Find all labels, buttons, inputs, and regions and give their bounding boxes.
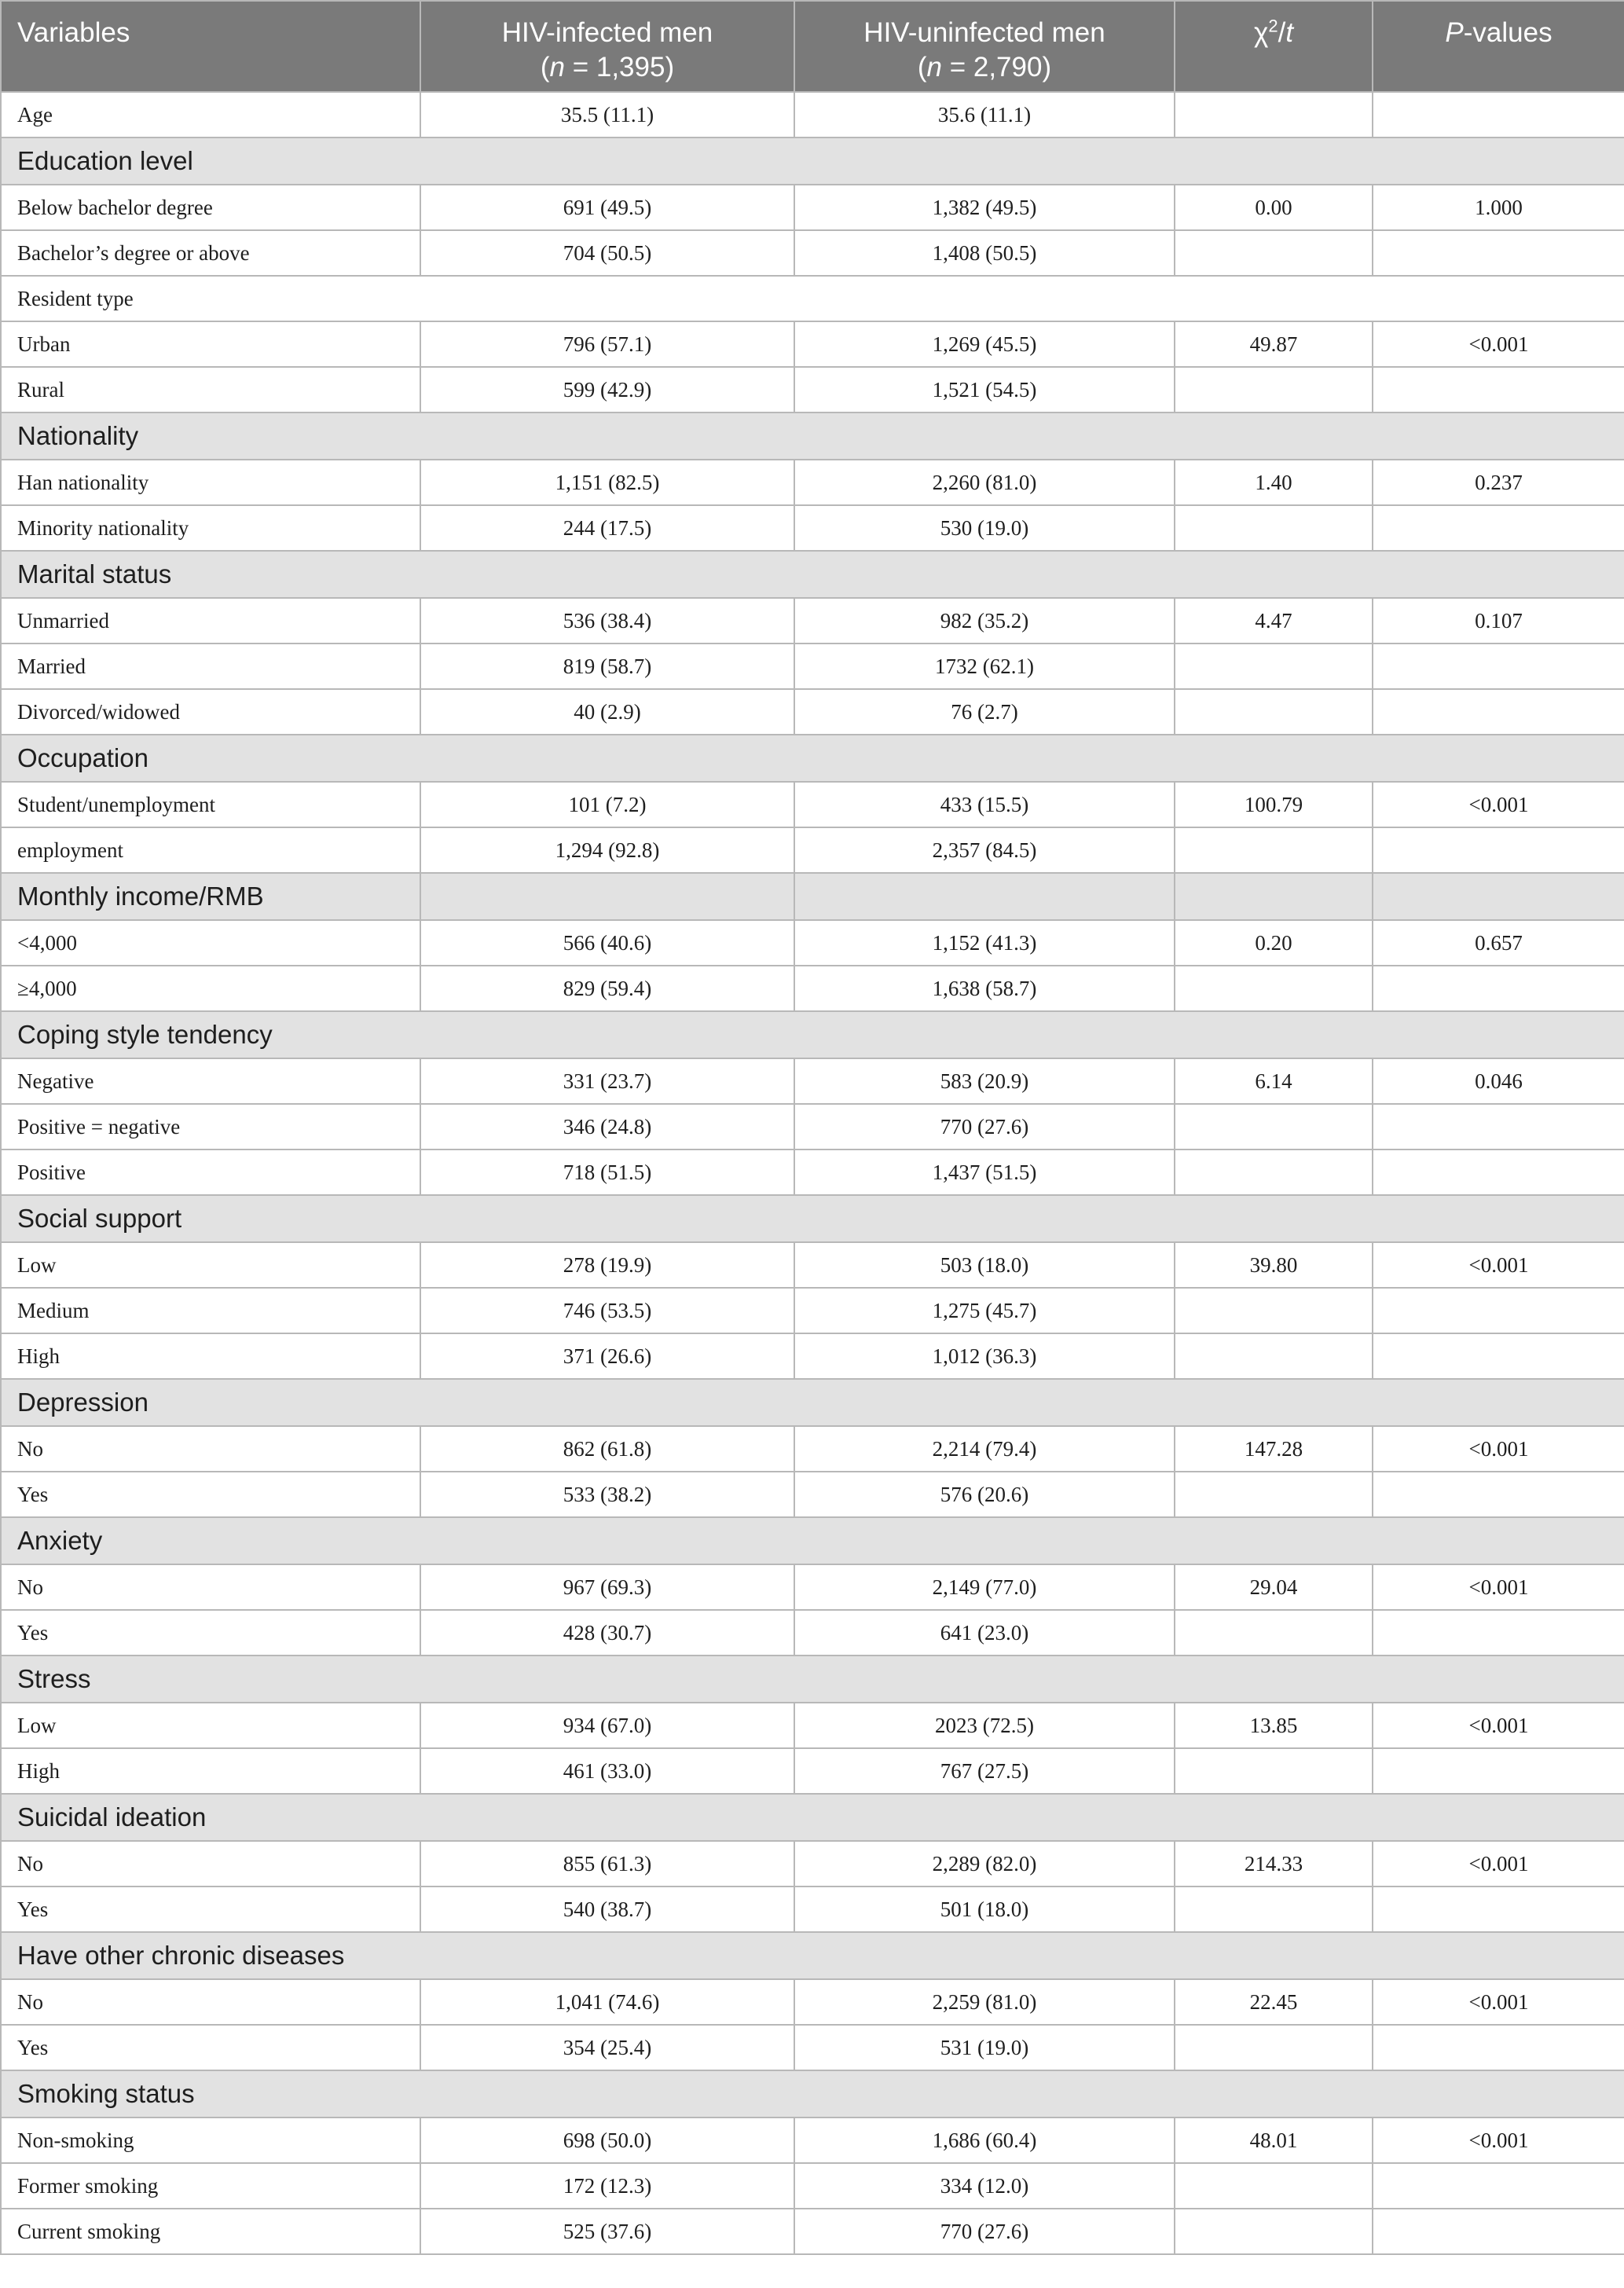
statistic-cell: 39.80 bbox=[1175, 1242, 1373, 1288]
table-row bbox=[1, 1564, 1624, 1610]
p-value-cell bbox=[1373, 1472, 1624, 1517]
hiv-infected-cell: 1,041 (74.6) bbox=[420, 1979, 794, 2025]
hiv-infected-cell: 371 (26.6) bbox=[420, 1333, 794, 1379]
statistic-cell: 29.04 bbox=[1175, 1564, 1373, 1610]
hiv-uninfected-cell: 641 (23.0) bbox=[794, 1610, 1175, 1656]
section-label: Anxiety bbox=[1, 1517, 1624, 1564]
table-row bbox=[1, 644, 1624, 689]
slash: / bbox=[1278, 17, 1286, 48]
header-hiv-uninfected-n bbox=[795, 50, 1174, 85]
section-row bbox=[1, 873, 1624, 920]
p-value-cell: 0.107 bbox=[1373, 598, 1624, 644]
hiv-uninfected-cell: 576 (20.6) bbox=[794, 1472, 1175, 1517]
hiv-infected-cell: 172 (12.3) bbox=[420, 2163, 794, 2209]
section-row bbox=[1, 138, 1624, 185]
hiv-infected-cell: 346 (24.8) bbox=[420, 1104, 794, 1150]
statistic-cell bbox=[1175, 2025, 1373, 2070]
row-label: Yes bbox=[1, 1610, 420, 1656]
hiv-uninfected-cell: 1,521 (54.5) bbox=[794, 367, 1175, 412]
section-label: Monthly income/RMB bbox=[1, 873, 420, 920]
table-row bbox=[1, 92, 1624, 138]
row-label: Divorced/widowed bbox=[1, 689, 420, 735]
hiv-uninfected-cell: 2,289 (82.0) bbox=[794, 1841, 1175, 1886]
statistic-cell bbox=[1175, 827, 1373, 873]
section-row bbox=[1, 551, 1624, 598]
statistic-cell: 4.47 bbox=[1175, 598, 1373, 644]
hiv-infected-cell: 461 (33.0) bbox=[420, 1748, 794, 1794]
hiv-infected-cell: 599 (42.9) bbox=[420, 367, 794, 412]
section-row bbox=[1, 1195, 1624, 1242]
statistic-cell bbox=[1175, 1748, 1373, 1794]
p-value-cell: 0.657 bbox=[1373, 920, 1624, 966]
statistic-cell: 13.85 bbox=[1175, 1703, 1373, 1748]
row-label: No bbox=[1, 1841, 420, 1886]
p-value-cell bbox=[1373, 966, 1624, 1011]
p-value-cell bbox=[1373, 2163, 1624, 2209]
hiv-uninfected-cell: 503 (18.0) bbox=[794, 1242, 1175, 1288]
statistic-cell: 22.45 bbox=[1175, 1979, 1373, 2025]
statistic-cell: 147.28 bbox=[1175, 1426, 1373, 1472]
hiv-uninfected-cell: 1,269 (45.5) bbox=[794, 321, 1175, 367]
n-label: n bbox=[549, 52, 565, 82]
row-label: <4,000 bbox=[1, 920, 420, 966]
header-hiv-uninfected-title: HIV-uninfected men bbox=[863, 17, 1105, 48]
statistic-cell bbox=[1175, 2163, 1373, 2209]
statistic-cell bbox=[1175, 367, 1373, 412]
n-value: = 1,395) bbox=[564, 52, 675, 82]
hiv-uninfected-cell: 1,408 (50.5) bbox=[794, 230, 1175, 276]
statistic-cell bbox=[1175, 1150, 1373, 1195]
hiv-infected-cell: 796 (57.1) bbox=[420, 321, 794, 367]
row-label: Bachelor’s degree or above bbox=[1, 230, 420, 276]
p-value-cell: <0.001 bbox=[1373, 1564, 1624, 1610]
table-row bbox=[1, 920, 1624, 966]
section-label: Smoking status bbox=[1, 2070, 1624, 2118]
p-value-cell bbox=[1373, 1886, 1624, 1932]
section-blank-cell bbox=[1175, 873, 1373, 920]
header-hiv-infected bbox=[420, 1, 794, 92]
table-row bbox=[1, 230, 1624, 276]
statistic-cell bbox=[1175, 230, 1373, 276]
hiv-infected-cell: 566 (40.6) bbox=[420, 920, 794, 966]
hiv-uninfected-cell: 982 (35.2) bbox=[794, 598, 1175, 644]
p-value-cell bbox=[1373, 689, 1624, 735]
statistic-cell: 0.20 bbox=[1175, 920, 1373, 966]
header-hiv-uninfected bbox=[794, 1, 1175, 92]
group-label: Resident type bbox=[1, 276, 1624, 321]
hiv-uninfected-cell: 2,259 (81.0) bbox=[794, 1979, 1175, 2025]
hiv-uninfected-cell: 1,152 (41.3) bbox=[794, 920, 1175, 966]
p-value-cell bbox=[1373, 92, 1624, 138]
table-row bbox=[1, 1058, 1624, 1104]
table-row bbox=[1, 367, 1624, 412]
p-value-cell bbox=[1373, 644, 1624, 689]
table-row bbox=[1, 1703, 1624, 1748]
hiv-infected-cell: 967 (69.3) bbox=[420, 1564, 794, 1610]
table-row bbox=[1, 460, 1624, 505]
hiv-uninfected-cell: 530 (19.0) bbox=[794, 505, 1175, 551]
table-row bbox=[1, 827, 1624, 873]
row-label: Low bbox=[1, 1703, 420, 1748]
section-label: Depression bbox=[1, 1379, 1624, 1426]
table-body bbox=[1, 92, 1624, 2254]
hiv-infected-cell: 428 (30.7) bbox=[420, 1610, 794, 1656]
table-row bbox=[1, 1104, 1624, 1150]
statistic-cell bbox=[1175, 2209, 1373, 2254]
hiv-infected-cell: 278 (19.9) bbox=[420, 1242, 794, 1288]
hiv-uninfected-cell: 501 (18.0) bbox=[794, 1886, 1175, 1932]
p-value-cell: <0.001 bbox=[1373, 782, 1624, 827]
row-label: Former smoking bbox=[1, 2163, 420, 2209]
table-row bbox=[1, 185, 1624, 230]
statistic-cell bbox=[1175, 1333, 1373, 1379]
row-label: Minority nationality bbox=[1, 505, 420, 551]
section-row bbox=[1, 1656, 1624, 1703]
hiv-infected-cell: 691 (49.5) bbox=[420, 185, 794, 230]
hiv-uninfected-cell: 1,437 (51.5) bbox=[794, 1150, 1175, 1195]
row-label: Low bbox=[1, 1242, 420, 1288]
section-blank-cell bbox=[794, 873, 1175, 920]
p-value-cell: <0.001 bbox=[1373, 1979, 1624, 2025]
hiv-uninfected-cell: 334 (12.0) bbox=[794, 2163, 1175, 2209]
p-value-cell: 0.046 bbox=[1373, 1058, 1624, 1104]
paren-open: ( bbox=[540, 52, 550, 82]
row-label: Unmarried bbox=[1, 598, 420, 644]
row-label: Yes bbox=[1, 1886, 420, 1932]
section-row bbox=[1, 1932, 1624, 1979]
section-label: Marital status bbox=[1, 551, 1624, 598]
hiv-uninfected-cell: 1732 (62.1) bbox=[794, 644, 1175, 689]
table-row bbox=[1, 2118, 1624, 2163]
p-value-cell bbox=[1373, 827, 1624, 873]
hiv-infected-cell: 540 (38.7) bbox=[420, 1886, 794, 1932]
table-row bbox=[1, 966, 1624, 1011]
paren-open: ( bbox=[917, 52, 927, 82]
hiv-uninfected-cell: 767 (27.5) bbox=[794, 1748, 1175, 1794]
statistic-cell: 49.87 bbox=[1175, 321, 1373, 367]
hiv-uninfected-cell: 531 (19.0) bbox=[794, 2025, 1175, 2070]
table-row bbox=[1, 2163, 1624, 2209]
hiv-infected-cell: 244 (17.5) bbox=[420, 505, 794, 551]
row-label: Positive = negative bbox=[1, 1104, 420, 1150]
statistic-cell bbox=[1175, 1288, 1373, 1333]
hiv-uninfected-cell: 583 (20.9) bbox=[794, 1058, 1175, 1104]
row-label: Yes bbox=[1, 1472, 420, 1517]
statistic-cell bbox=[1175, 92, 1373, 138]
row-label: ≥4,000 bbox=[1, 966, 420, 1011]
row-label: Negative bbox=[1, 1058, 420, 1104]
row-label: Rural bbox=[1, 367, 420, 412]
t-symbol: t bbox=[1285, 17, 1294, 48]
hiv-infected-cell: 819 (58.7) bbox=[420, 644, 794, 689]
p-value-cell: <0.001 bbox=[1373, 321, 1624, 367]
header-hiv-infected-n bbox=[421, 50, 794, 85]
header-p-values bbox=[1373, 1, 1624, 92]
hiv-infected-cell: 40 (2.9) bbox=[420, 689, 794, 735]
statistic-cell bbox=[1175, 689, 1373, 735]
row-label: No bbox=[1, 1979, 420, 2025]
table-row bbox=[1, 321, 1624, 367]
hiv-uninfected-cell: 2,214 (79.4) bbox=[794, 1426, 1175, 1472]
p-value-cell: <0.001 bbox=[1373, 1703, 1624, 1748]
table-row bbox=[1, 2209, 1624, 2254]
hiv-infected-cell: 533 (38.2) bbox=[420, 1472, 794, 1517]
table-row bbox=[1, 2025, 1624, 2070]
table-row bbox=[1, 1333, 1624, 1379]
hiv-uninfected-cell: 2023 (72.5) bbox=[794, 1703, 1175, 1748]
hiv-infected-cell: 746 (53.5) bbox=[420, 1288, 794, 1333]
p-value-cell bbox=[1373, 1150, 1624, 1195]
hiv-uninfected-cell: 35.6 (11.1) bbox=[794, 92, 1175, 138]
row-label: Yes bbox=[1, 2025, 420, 2070]
hiv-uninfected-cell: 76 (2.7) bbox=[794, 689, 1175, 735]
row-label: Han nationality bbox=[1, 460, 420, 505]
table-row bbox=[1, 1288, 1624, 1333]
table-row bbox=[1, 1886, 1624, 1932]
statistic-cell bbox=[1175, 505, 1373, 551]
row-label: Non-smoking bbox=[1, 2118, 420, 2163]
row-label: No bbox=[1, 1426, 420, 1472]
statistic-cell bbox=[1175, 644, 1373, 689]
section-row bbox=[1, 1517, 1624, 1564]
hiv-uninfected-cell: 1,686 (60.4) bbox=[794, 2118, 1175, 2163]
header-hiv-infected-title: HIV-infected men bbox=[501, 17, 713, 48]
hiv-uninfected-cell: 1,275 (45.7) bbox=[794, 1288, 1175, 1333]
hiv-uninfected-cell: 1,012 (36.3) bbox=[794, 1333, 1175, 1379]
hiv-infected-cell: 934 (67.0) bbox=[420, 1703, 794, 1748]
table-row bbox=[1, 1979, 1624, 2025]
table-row bbox=[1, 1150, 1624, 1195]
p-value-cell bbox=[1373, 1748, 1624, 1794]
row-label: Student/unemployment bbox=[1, 782, 420, 827]
hiv-uninfected-cell: 2,260 (81.0) bbox=[794, 460, 1175, 505]
n-label: n bbox=[926, 52, 942, 82]
table-row bbox=[1, 1472, 1624, 1517]
section-blank-cell bbox=[1373, 873, 1624, 920]
p-value-cell bbox=[1373, 505, 1624, 551]
hiv-infected-cell: 331 (23.7) bbox=[420, 1058, 794, 1104]
statistic-cell bbox=[1175, 966, 1373, 1011]
p-value-cell: <0.001 bbox=[1373, 1426, 1624, 1472]
section-label: Have other chronic diseases bbox=[1, 1932, 1624, 1979]
row-label: No bbox=[1, 1564, 420, 1610]
section-row bbox=[1, 1011, 1624, 1058]
table-row bbox=[1, 1841, 1624, 1886]
section-label: Social support bbox=[1, 1195, 1624, 1242]
hiv-uninfected-cell: 2,149 (77.0) bbox=[794, 1564, 1175, 1610]
hiv-infected-cell: 704 (50.5) bbox=[420, 230, 794, 276]
chi-symbol: χ bbox=[1253, 17, 1269, 48]
row-label: Medium bbox=[1, 1288, 420, 1333]
p-value-cell: <0.001 bbox=[1373, 2118, 1624, 2163]
statistic-cell bbox=[1175, 1886, 1373, 1932]
p-value-cell bbox=[1373, 367, 1624, 412]
hiv-infected-cell: 1,151 (82.5) bbox=[420, 460, 794, 505]
row-label: Married bbox=[1, 644, 420, 689]
statistic-cell: 48.01 bbox=[1175, 2118, 1373, 2163]
row-label: Below bachelor degree bbox=[1, 185, 420, 230]
hiv-infected-cell: 718 (51.5) bbox=[420, 1150, 794, 1195]
hiv-infected-cell: 829 (59.4) bbox=[420, 966, 794, 1011]
section-label: Suicidal ideation bbox=[1, 1794, 1624, 1841]
header-variables: Variables bbox=[1, 1, 420, 92]
section-label: Coping style tendency bbox=[1, 1011, 1624, 1058]
statistic-cell: 0.00 bbox=[1175, 185, 1373, 230]
superscript-two: 2 bbox=[1268, 16, 1278, 36]
section-row bbox=[1, 412, 1624, 460]
table-row bbox=[1, 1426, 1624, 1472]
statistic-cell: 100.79 bbox=[1175, 782, 1373, 827]
p-value-cell bbox=[1373, 1288, 1624, 1333]
hiv-infected-cell: 536 (38.4) bbox=[420, 598, 794, 644]
section-row bbox=[1, 735, 1624, 782]
table-row bbox=[1, 1610, 1624, 1656]
section-label: Education level bbox=[1, 138, 1624, 185]
section-row bbox=[1, 2070, 1624, 2118]
statistic-cell: 214.33 bbox=[1175, 1841, 1373, 1886]
section-label: Occupation bbox=[1, 735, 1624, 782]
p-value-cell bbox=[1373, 1610, 1624, 1656]
row-label: Current smoking bbox=[1, 2209, 420, 2254]
table-row bbox=[1, 1748, 1624, 1794]
hiv-infected-cell: 101 (7.2) bbox=[420, 782, 794, 827]
statistic-cell bbox=[1175, 1610, 1373, 1656]
section-row bbox=[1, 1379, 1624, 1426]
hiv-infected-cell: 525 (37.6) bbox=[420, 2209, 794, 2254]
p-value-cell bbox=[1373, 230, 1624, 276]
table-row bbox=[1, 782, 1624, 827]
section-blank-cell bbox=[420, 873, 794, 920]
p-value-cell: 0.237 bbox=[1373, 460, 1624, 505]
hiv-infected-cell: 698 (50.0) bbox=[420, 2118, 794, 2163]
hiv-infected-cell: 1,294 (92.8) bbox=[420, 827, 794, 873]
p-value-cell: <0.001 bbox=[1373, 1242, 1624, 1288]
row-label: Urban bbox=[1, 321, 420, 367]
row-label: Age bbox=[1, 92, 420, 138]
hiv-infected-cell: 35.5 (11.1) bbox=[420, 92, 794, 138]
table-row bbox=[1, 1242, 1624, 1288]
header-statistic bbox=[1175, 1, 1373, 92]
p-value-cell: <0.001 bbox=[1373, 1841, 1624, 1886]
row-label: High bbox=[1, 1333, 420, 1379]
p-suffix: -values bbox=[1463, 17, 1553, 48]
table-header bbox=[1, 1, 1624, 92]
table-row bbox=[1, 689, 1624, 735]
table-row bbox=[1, 598, 1624, 644]
row-label: employment bbox=[1, 827, 420, 873]
p-symbol: P bbox=[1445, 17, 1464, 48]
p-value-cell: 1.000 bbox=[1373, 185, 1624, 230]
hiv-infected-cell: 862 (61.8) bbox=[420, 1426, 794, 1472]
p-value-cell bbox=[1373, 1333, 1624, 1379]
row-label: High bbox=[1, 1748, 420, 1794]
hiv-infected-cell: 354 (25.4) bbox=[420, 2025, 794, 2070]
hiv-uninfected-cell: 433 (15.5) bbox=[794, 782, 1175, 827]
n-value: = 2,790) bbox=[941, 52, 1052, 82]
section-row bbox=[1, 1794, 1624, 1841]
section-label: Nationality bbox=[1, 412, 1624, 460]
section-label: Stress bbox=[1, 1656, 1624, 1703]
statistic-cell bbox=[1175, 1104, 1373, 1150]
p-value-cell bbox=[1373, 1104, 1624, 1150]
p-value-cell bbox=[1373, 2025, 1624, 2070]
row-label: Positive bbox=[1, 1150, 420, 1195]
hiv-infected-cell: 855 (61.3) bbox=[420, 1841, 794, 1886]
hiv-uninfected-cell: 770 (27.6) bbox=[794, 1104, 1175, 1150]
hiv-uninfected-cell: 770 (27.6) bbox=[794, 2209, 1175, 2254]
table-row bbox=[1, 505, 1624, 551]
p-value-cell bbox=[1373, 2209, 1624, 2254]
group-row bbox=[1, 276, 1624, 321]
statistic-cell: 6.14 bbox=[1175, 1058, 1373, 1104]
hiv-uninfected-cell: 1,382 (49.5) bbox=[794, 185, 1175, 230]
hiv-uninfected-cell: 1,638 (58.7) bbox=[794, 966, 1175, 1011]
header-row bbox=[1, 1, 1624, 92]
hiv-uninfected-cell: 2,357 (84.5) bbox=[794, 827, 1175, 873]
statistic-cell bbox=[1175, 1472, 1373, 1517]
statistic-cell: 1.40 bbox=[1175, 460, 1373, 505]
